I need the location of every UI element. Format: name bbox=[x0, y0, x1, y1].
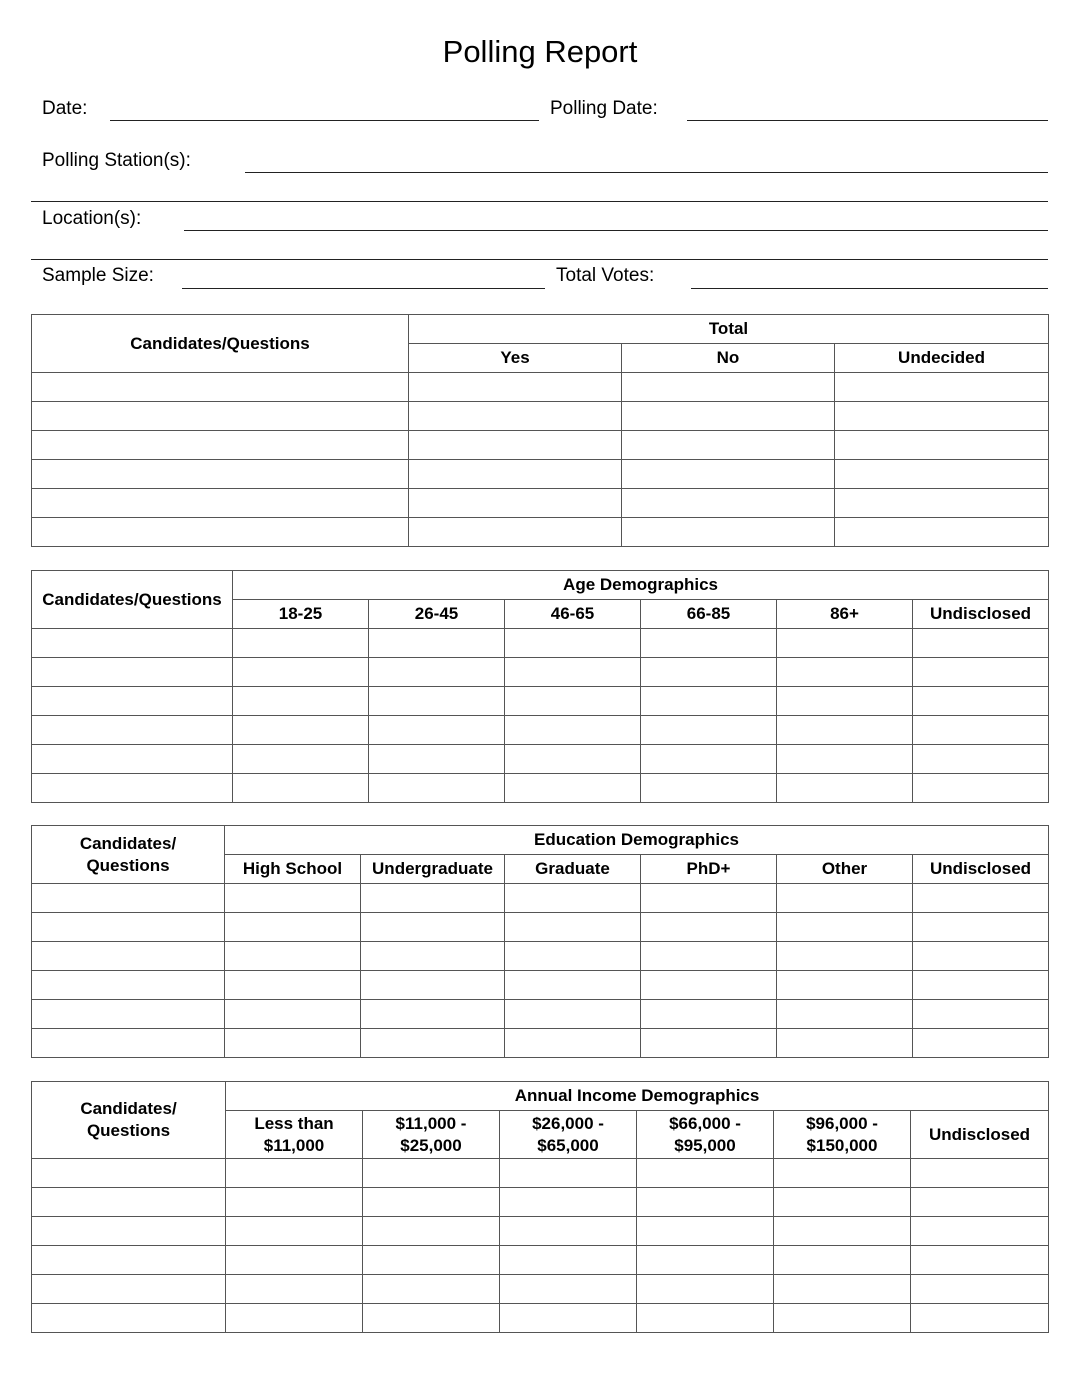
table-cell[interactable] bbox=[500, 1304, 637, 1333]
table-cell[interactable] bbox=[505, 942, 641, 971]
column-header: Graduate bbox=[505, 855, 641, 884]
table-cell[interactable] bbox=[361, 1000, 505, 1029]
column-header-line: Undisclosed bbox=[928, 1124, 1031, 1144]
table-cell[interactable] bbox=[913, 971, 1049, 1000]
table-row bbox=[32, 942, 1049, 971]
polling-date-field[interactable] bbox=[687, 120, 1048, 121]
table-row bbox=[32, 373, 1049, 402]
table-cell[interactable] bbox=[226, 1217, 363, 1246]
column-header: Undisclosed bbox=[913, 855, 1049, 884]
table-cell[interactable] bbox=[641, 716, 777, 745]
table-cell[interactable] bbox=[369, 774, 505, 803]
table-cell[interactable] bbox=[363, 1275, 500, 1304]
table-cell[interactable] bbox=[913, 774, 1049, 803]
table-cell[interactable] bbox=[225, 884, 361, 913]
column-header-line: $25,000 bbox=[400, 1135, 462, 1155]
table-cell[interactable] bbox=[369, 658, 505, 687]
table-cell[interactable] bbox=[225, 913, 361, 942]
table-cell[interactable] bbox=[32, 489, 409, 518]
sample-size-field[interactable] bbox=[182, 288, 545, 289]
table-cell[interactable] bbox=[225, 1000, 361, 1029]
table-cell[interactable] bbox=[363, 1246, 500, 1275]
table-cell[interactable] bbox=[233, 774, 369, 803]
table-cell[interactable] bbox=[622, 373, 835, 402]
table-row bbox=[32, 1246, 1049, 1275]
table-cell[interactable] bbox=[32, 1188, 226, 1217]
table-row bbox=[32, 1275, 1049, 1304]
page-title: Polling Report bbox=[442, 34, 638, 69]
table-row bbox=[32, 629, 1049, 658]
row-header bbox=[32, 826, 225, 884]
table-cell[interactable] bbox=[226, 1188, 363, 1217]
table-row bbox=[32, 1159, 1049, 1188]
column-header: 46-65 bbox=[505, 600, 641, 629]
table-cell[interactable] bbox=[622, 489, 835, 518]
table-cell[interactable] bbox=[913, 716, 1049, 745]
table-cell[interactable] bbox=[32, 402, 409, 431]
table-cell[interactable] bbox=[913, 658, 1049, 687]
column-header: Yes bbox=[409, 344, 622, 373]
table-cell[interactable] bbox=[622, 518, 835, 547]
table-cell[interactable] bbox=[913, 942, 1049, 971]
table-row bbox=[32, 402, 1049, 431]
table-row bbox=[32, 774, 1049, 803]
table-cell[interactable] bbox=[500, 1159, 637, 1188]
table-row bbox=[32, 460, 1049, 489]
table-cell[interactable] bbox=[233, 629, 369, 658]
table-row bbox=[32, 1217, 1049, 1246]
table-cell[interactable] bbox=[774, 1246, 911, 1275]
table-cell[interactable] bbox=[361, 913, 505, 942]
table-cell[interactable] bbox=[32, 971, 225, 1000]
table-cell[interactable] bbox=[225, 971, 361, 1000]
table-cell[interactable] bbox=[835, 489, 1049, 518]
table-cell[interactable] bbox=[641, 884, 777, 913]
table-cell[interactable] bbox=[641, 629, 777, 658]
polling-stations-label: Polling Station(s): bbox=[42, 150, 191, 171]
table-cell[interactable] bbox=[505, 1000, 641, 1029]
polling-stations-field[interactable] bbox=[245, 172, 1048, 173]
table-cell[interactable] bbox=[361, 1029, 505, 1058]
table-cell[interactable] bbox=[777, 745, 913, 774]
table-cell[interactable] bbox=[32, 687, 233, 716]
table-cell[interactable] bbox=[505, 658, 641, 687]
table-cell[interactable] bbox=[32, 884, 225, 913]
row-header: Candidates/Questions bbox=[32, 315, 409, 373]
table-cell[interactable] bbox=[835, 460, 1049, 489]
table-cell[interactable] bbox=[777, 913, 913, 942]
table-cell[interactable] bbox=[641, 971, 777, 1000]
table-cell[interactable] bbox=[32, 1275, 226, 1304]
table-cell[interactable] bbox=[637, 1304, 774, 1333]
table-cell[interactable] bbox=[774, 1275, 911, 1304]
table-cell[interactable] bbox=[777, 687, 913, 716]
table-cell[interactable] bbox=[363, 1188, 500, 1217]
table-cell[interactable] bbox=[409, 460, 622, 489]
table-cell[interactable] bbox=[505, 1029, 641, 1058]
sample-size-label: Sample Size: bbox=[42, 265, 154, 286]
table-row bbox=[32, 1304, 1049, 1333]
column-header: 18-25 bbox=[233, 600, 369, 629]
table-cell[interactable] bbox=[500, 1217, 637, 1246]
table-row bbox=[32, 745, 1049, 774]
table-cell[interactable] bbox=[911, 1188, 1049, 1217]
column-header: No bbox=[622, 344, 835, 373]
table-cell[interactable] bbox=[777, 942, 913, 971]
polling-date-label: Polling Date: bbox=[550, 98, 658, 119]
table-cell[interactable] bbox=[409, 402, 622, 431]
table-cell[interactable] bbox=[363, 1217, 500, 1246]
table-cell[interactable] bbox=[369, 629, 505, 658]
table-cell[interactable] bbox=[32, 1304, 226, 1333]
column-header: Undergraduate bbox=[361, 855, 505, 884]
table-cell[interactable] bbox=[911, 1304, 1049, 1333]
table-cell[interactable] bbox=[911, 1159, 1049, 1188]
total-votes-field[interactable] bbox=[691, 288, 1048, 289]
table-cell[interactable] bbox=[622, 431, 835, 460]
table-cell[interactable] bbox=[505, 716, 641, 745]
age-demographics-table bbox=[31, 570, 1049, 803]
table-cell[interactable] bbox=[777, 884, 913, 913]
column-header bbox=[637, 1111, 774, 1159]
table-row bbox=[32, 884, 1049, 913]
column-header bbox=[363, 1111, 500, 1159]
table-cell[interactable] bbox=[913, 884, 1049, 913]
table-cell[interactable] bbox=[409, 489, 622, 518]
table-cell[interactable] bbox=[641, 687, 777, 716]
column-header-line: $66,000 - bbox=[669, 1113, 741, 1133]
table-cell[interactable] bbox=[637, 1217, 774, 1246]
column-header: 86+ bbox=[777, 600, 913, 629]
table-cell[interactable] bbox=[500, 1188, 637, 1217]
row-header: Candidates/Questions bbox=[32, 571, 233, 629]
table-cell[interactable] bbox=[835, 373, 1049, 402]
table-cell[interactable] bbox=[369, 687, 505, 716]
table-cell[interactable] bbox=[505, 971, 641, 1000]
group-header: Annual Income Demographics bbox=[226, 1082, 1049, 1111]
table-cell[interactable] bbox=[409, 373, 622, 402]
table-cell[interactable] bbox=[913, 745, 1049, 774]
table-cell[interactable] bbox=[622, 460, 835, 489]
table-cell[interactable] bbox=[777, 629, 913, 658]
table-cell[interactable] bbox=[32, 518, 409, 547]
table-cell[interactable] bbox=[32, 460, 409, 489]
table-cell[interactable] bbox=[641, 745, 777, 774]
total-table bbox=[31, 314, 1049, 547]
column-header-line: Less than bbox=[254, 1113, 334, 1133]
table-cell[interactable] bbox=[32, 745, 233, 774]
table-cell[interactable] bbox=[777, 774, 913, 803]
table-cell[interactable] bbox=[369, 745, 505, 774]
table-cell[interactable] bbox=[225, 942, 361, 971]
table-cell[interactable] bbox=[361, 971, 505, 1000]
table-cell[interactable] bbox=[361, 884, 505, 913]
table-cell[interactable] bbox=[505, 745, 641, 774]
table-cell[interactable] bbox=[361, 942, 505, 971]
column-header-line: $96,000 - bbox=[806, 1113, 878, 1133]
table-cell[interactable] bbox=[913, 1000, 1049, 1029]
column-header-line: $26,000 - bbox=[532, 1113, 604, 1133]
table-cell[interactable] bbox=[913, 913, 1049, 942]
table-cell[interactable] bbox=[226, 1304, 363, 1333]
table-cell[interactable] bbox=[777, 1000, 913, 1029]
table-row bbox=[32, 1029, 1049, 1058]
group-header: Education Demographics bbox=[225, 826, 1049, 855]
column-header-line: $65,000 bbox=[537, 1135, 599, 1155]
table-cell[interactable] bbox=[777, 658, 913, 687]
table-row bbox=[32, 1000, 1049, 1029]
table-cell[interactable] bbox=[641, 1029, 777, 1058]
table-cell[interactable] bbox=[233, 745, 369, 774]
table-cell[interactable] bbox=[32, 1217, 226, 1246]
column-header: Undecided bbox=[835, 344, 1049, 373]
polling-stations-field-extra-line[interactable] bbox=[31, 201, 1048, 202]
table-row bbox=[32, 716, 1049, 745]
column-header bbox=[911, 1111, 1049, 1159]
group-header: Total bbox=[409, 315, 1049, 344]
table-cell[interactable] bbox=[913, 687, 1049, 716]
table-cell[interactable] bbox=[637, 1246, 774, 1275]
locations-field-extra-line[interactable] bbox=[31, 259, 1048, 260]
table-cell[interactable] bbox=[32, 629, 233, 658]
row-header-line: Candidates/ bbox=[79, 833, 177, 853]
table-row bbox=[32, 658, 1049, 687]
table-cell[interactable] bbox=[505, 884, 641, 913]
table-cell[interactable] bbox=[641, 774, 777, 803]
column-header bbox=[774, 1111, 911, 1159]
column-header bbox=[226, 1111, 363, 1159]
column-header: High School bbox=[225, 855, 361, 884]
table-cell[interactable] bbox=[32, 1246, 226, 1275]
table-cell[interactable] bbox=[913, 629, 1049, 658]
column-header: 26-45 bbox=[369, 600, 505, 629]
column-header-line: $95,000 bbox=[674, 1135, 736, 1155]
table-cell[interactable] bbox=[32, 942, 225, 971]
table-cell[interactable] bbox=[363, 1304, 500, 1333]
table-cell[interactable] bbox=[637, 1159, 774, 1188]
table-cell[interactable] bbox=[641, 942, 777, 971]
table-cell[interactable] bbox=[911, 1275, 1049, 1304]
table-cell[interactable] bbox=[835, 431, 1049, 460]
table-cell[interactable] bbox=[911, 1246, 1049, 1275]
table-cell[interactable] bbox=[233, 687, 369, 716]
table-cell[interactable] bbox=[32, 1029, 225, 1058]
row-header-line: Questions bbox=[86, 1121, 171, 1140]
table-cell[interactable] bbox=[32, 716, 233, 745]
table-cell[interactable] bbox=[911, 1217, 1049, 1246]
table-cell[interactable] bbox=[32, 431, 409, 460]
column-header-line: $11,000 bbox=[263, 1135, 325, 1155]
table-cell[interactable] bbox=[225, 1029, 361, 1058]
table-row bbox=[32, 489, 1049, 518]
column-header: 66-85 bbox=[641, 600, 777, 629]
row-header bbox=[32, 1082, 226, 1159]
table-cell[interactable] bbox=[233, 716, 369, 745]
table-cell[interactable] bbox=[363, 1159, 500, 1188]
table-cell[interactable] bbox=[505, 687, 641, 716]
table-row bbox=[32, 971, 1049, 1000]
date-field[interactable] bbox=[110, 120, 539, 121]
table-cell[interactable] bbox=[505, 913, 641, 942]
column-header: Undisclosed bbox=[913, 600, 1049, 629]
date-label: Date: bbox=[42, 98, 88, 119]
table-cell[interactable] bbox=[835, 402, 1049, 431]
education-demographics-table bbox=[31, 825, 1049, 1058]
table-cell[interactable] bbox=[32, 373, 409, 402]
table-cell[interactable] bbox=[505, 774, 641, 803]
table-cell[interactable] bbox=[32, 1000, 225, 1029]
table-row bbox=[32, 431, 1049, 460]
table-cell[interactable] bbox=[32, 658, 233, 687]
table-cell[interactable] bbox=[369, 716, 505, 745]
table-cell[interactable] bbox=[226, 1275, 363, 1304]
table-cell[interactable] bbox=[641, 913, 777, 942]
table-cell[interactable] bbox=[774, 1188, 911, 1217]
table-cell[interactable] bbox=[777, 971, 913, 1000]
table-row bbox=[32, 687, 1049, 716]
table-cell[interactable] bbox=[637, 1275, 774, 1304]
table-cell[interactable] bbox=[777, 716, 913, 745]
table-cell[interactable] bbox=[409, 518, 622, 547]
total-votes-label: Total Votes: bbox=[556, 265, 655, 286]
table-cell[interactable] bbox=[233, 658, 369, 687]
table-cell[interactable] bbox=[641, 1000, 777, 1029]
column-header-line: $11,000 - bbox=[395, 1113, 467, 1133]
column-header: PhD+ bbox=[641, 855, 777, 884]
row-header-line: Questions bbox=[86, 855, 170, 875]
table-row bbox=[32, 1188, 1049, 1217]
income-demographics-table bbox=[31, 1081, 1049, 1333]
table-cell[interactable] bbox=[500, 1246, 637, 1275]
group-header: Age Demographics bbox=[233, 571, 1049, 600]
column-header: Other bbox=[777, 855, 913, 884]
table-cell[interactable] bbox=[505, 629, 641, 658]
table-cell[interactable] bbox=[226, 1246, 363, 1275]
table-cell[interactable] bbox=[637, 1188, 774, 1217]
table-cell[interactable] bbox=[774, 1159, 911, 1188]
table-cell[interactable] bbox=[835, 518, 1049, 547]
table-cell[interactable] bbox=[641, 658, 777, 687]
table-cell[interactable] bbox=[500, 1275, 637, 1304]
row-header-line: Candidates/ bbox=[80, 1099, 177, 1118]
column-header bbox=[500, 1111, 637, 1159]
table-cell[interactable] bbox=[32, 1159, 226, 1188]
locations-label: Location(s): bbox=[42, 208, 142, 229]
table-cell[interactable] bbox=[777, 1029, 913, 1058]
table-cell[interactable] bbox=[774, 1217, 911, 1246]
locations-field[interactable] bbox=[184, 230, 1048, 231]
table-cell[interactable] bbox=[913, 1029, 1049, 1058]
table-cell[interactable] bbox=[226, 1159, 363, 1188]
table-cell[interactable] bbox=[409, 431, 622, 460]
column-header-line: $150,000 bbox=[806, 1135, 878, 1155]
table-row bbox=[32, 913, 1049, 942]
table-cell[interactable] bbox=[32, 774, 233, 803]
table-row bbox=[32, 518, 1049, 547]
table-cell[interactable] bbox=[32, 913, 225, 942]
table-cell[interactable] bbox=[622, 402, 835, 431]
table-cell[interactable] bbox=[774, 1304, 911, 1333]
